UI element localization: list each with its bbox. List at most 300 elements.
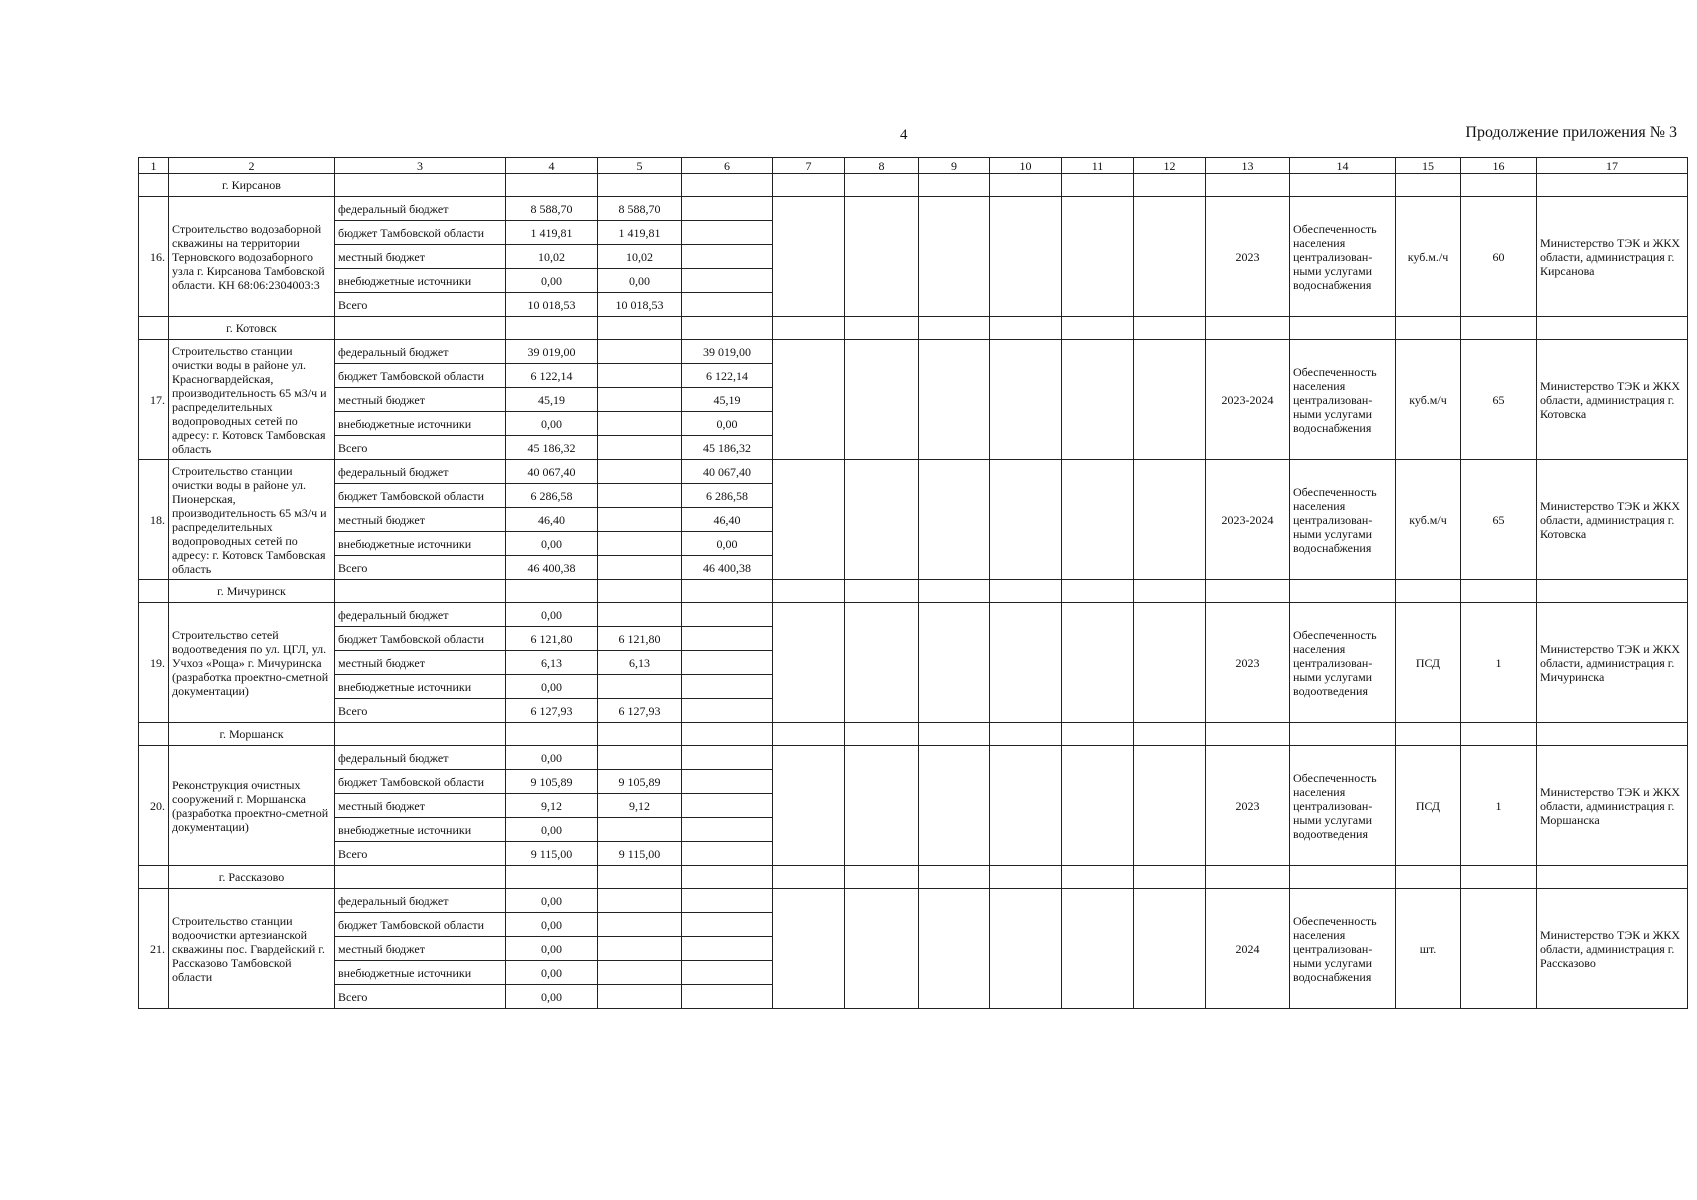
project-number: 18. (139, 460, 169, 580)
amount-total: 6 121,80 (506, 627, 598, 651)
project-number: 19. (139, 603, 169, 723)
empty-cell (1461, 866, 1537, 889)
col-number: 12 (1134, 158, 1206, 174)
result-indicator: Обеспеченность населения централизован-ными услугами водоснабжения (1290, 889, 1396, 1009)
funding-source: бюджет Тамбовской области (335, 627, 506, 651)
empty-cell (335, 723, 506, 746)
empty-cell (773, 603, 845, 723)
funding-source: Всего (335, 556, 506, 580)
empty-cell (773, 197, 845, 317)
unit-of-measure: шт. (1396, 889, 1461, 1009)
funding-source: местный бюджет (335, 937, 506, 961)
amount-2024 (682, 770, 773, 794)
amount-2024 (682, 675, 773, 699)
amount-2024 (682, 985, 773, 1009)
empty-cell (1062, 340, 1134, 460)
empty-cell (990, 580, 1062, 603)
amount-total: 0,00 (506, 412, 598, 436)
project-number: 17. (139, 340, 169, 460)
indicator-value: 65 (1461, 340, 1537, 460)
empty-cell (1134, 460, 1206, 580)
empty-cell (990, 723, 1062, 746)
funding-source: бюджет Тамбовской области (335, 364, 506, 388)
empty-cell (1290, 317, 1396, 340)
empty-cell (1134, 317, 1206, 340)
funding-source: Всего (335, 436, 506, 460)
empty-cell (919, 723, 990, 746)
amount-total: 0,00 (506, 675, 598, 699)
col-number: 11 (1062, 158, 1134, 174)
city-section-row (139, 866, 1688, 889)
amount-2023 (598, 412, 682, 436)
amount-total: 6,13 (506, 651, 598, 675)
amount-2023: 10 018,53 (598, 293, 682, 317)
empty-cell (919, 889, 990, 1009)
empty-cell (990, 317, 1062, 340)
amount-total: 40 067,40 (506, 460, 598, 484)
amount-total: 6 286,58 (506, 484, 598, 508)
funding-source: бюджет Тамбовской области (335, 770, 506, 794)
col-number: 1 (139, 158, 169, 174)
empty-cell (773, 746, 845, 866)
empty-cell (1396, 174, 1461, 197)
responsible-executor: Министерство ТЭК и ЖКХ области, администрация г. Моршанска (1537, 746, 1688, 866)
amount-2024 (682, 937, 773, 961)
project-name: Строительство станции очистки воды в районе ул. Пионерская, производительность 65 м3/ч и распределительных водопроводных сетей по адресу: г. Котовск Тамбовская область (169, 460, 335, 580)
city-heading: г. Моршанск (169, 723, 335, 746)
implementation-year: 2023 (1206, 603, 1290, 723)
amount-2024 (682, 221, 773, 245)
implementation-year: 2023 (1206, 197, 1290, 317)
amount-2023 (598, 484, 682, 508)
empty-cell (1537, 866, 1688, 889)
funding-source: Всего (335, 699, 506, 723)
amount-2024 (682, 889, 773, 913)
funding-source: местный бюджет (335, 388, 506, 412)
empty-cell (990, 340, 1062, 460)
empty-cell (1537, 174, 1688, 197)
col-number: 17 (1537, 158, 1688, 174)
column-number-row (139, 158, 1688, 174)
amount-total: 9 105,89 (506, 770, 598, 794)
amount-2023: 1 419,81 (598, 221, 682, 245)
empty-cell (335, 580, 506, 603)
empty-cell (773, 340, 845, 460)
responsible-executor: Министерство ТЭК и ЖКХ области, администрация г. Котовска (1537, 340, 1688, 460)
empty-cell (773, 866, 845, 889)
empty-cell (845, 580, 919, 603)
amount-total: 0,00 (506, 532, 598, 556)
funding-source: федеральный бюджет (335, 746, 506, 770)
empty-cell (773, 889, 845, 1009)
amount-2024 (682, 603, 773, 627)
amount-2023 (598, 556, 682, 580)
funding-source: внебюджетные источники (335, 532, 506, 556)
empty-cell (139, 723, 169, 746)
amount-2024 (682, 651, 773, 675)
empty-cell (598, 580, 682, 603)
empty-cell (845, 603, 919, 723)
empty-cell (919, 197, 990, 317)
col-number: 15 (1396, 158, 1461, 174)
result-indicator: Обеспеченность населения централизован-ными услугами водоснабжения (1290, 197, 1396, 317)
city-section-row (139, 723, 1688, 746)
amount-total: 9 115,00 (506, 842, 598, 866)
empty-cell (1396, 866, 1461, 889)
funding-source: внебюджетные источники (335, 269, 506, 293)
empty-cell (1206, 580, 1290, 603)
amount-2024 (682, 913, 773, 937)
amount-2024: 0,00 (682, 532, 773, 556)
empty-cell (506, 317, 598, 340)
empty-cell (1206, 317, 1290, 340)
empty-cell (335, 174, 506, 197)
empty-cell (919, 746, 990, 866)
amount-2023 (598, 746, 682, 770)
empty-cell (1134, 603, 1206, 723)
col-number: 3 (335, 158, 506, 174)
amount-2024: 45,19 (682, 388, 773, 412)
amount-2024: 6 286,58 (682, 484, 773, 508)
empty-cell (335, 317, 506, 340)
amount-2024 (682, 818, 773, 842)
empty-cell (845, 317, 919, 340)
project-name: Строительство станции очистки воды в районе ул. Красногвардейская, производительность 65 м3/ч и распределительных водопроводных сетей по адресу: г. Котовск Тамбовская область (169, 340, 335, 460)
implementation-year: 2023 (1206, 746, 1290, 866)
empty-cell (773, 580, 845, 603)
empty-cell (1134, 723, 1206, 746)
empty-cell (1206, 174, 1290, 197)
indicator-value: 1 (1461, 746, 1537, 866)
empty-cell (1062, 460, 1134, 580)
amount-2023 (598, 436, 682, 460)
col-number: 2 (169, 158, 335, 174)
result-indicator: Обеспеченность населения централизован-ными услугами водоснабжения (1290, 460, 1396, 580)
amount-2024: 46,40 (682, 508, 773, 532)
empty-cell (598, 317, 682, 340)
funding-row (139, 197, 1688, 221)
project-name: Строительство водозаборной скважины на территории Терновского водозаборного узла г. Кирсанова Тамбовской области. КН 68:06:2304003:3 (169, 197, 335, 317)
amount-total: 0,00 (506, 889, 598, 913)
empty-cell (1134, 197, 1206, 317)
funding-source: внебюджетные источники (335, 818, 506, 842)
empty-cell (506, 174, 598, 197)
amount-2023 (598, 961, 682, 985)
empty-cell (1461, 174, 1537, 197)
empty-cell (1537, 317, 1688, 340)
empty-cell (682, 723, 773, 746)
amount-total: 0,00 (506, 913, 598, 937)
continuation-title: Продолжение приложения № 3 (1465, 124, 1677, 141)
implementation-year: 2023-2024 (1206, 340, 1290, 460)
empty-cell (1062, 317, 1134, 340)
amount-total: 6 122,14 (506, 364, 598, 388)
empty-cell (990, 866, 1062, 889)
funding-source: бюджет Тамбовской области (335, 484, 506, 508)
empty-cell (682, 174, 773, 197)
empty-cell (845, 889, 919, 1009)
result-indicator: Обеспеченность населения централизован-ными услугами водоотведения (1290, 746, 1396, 866)
empty-cell (1461, 723, 1537, 746)
funding-row (139, 603, 1688, 627)
result-indicator: Обеспеченность населения централизован-ными услугами водоотведения (1290, 603, 1396, 723)
empty-cell (845, 746, 919, 866)
amount-2023 (598, 675, 682, 699)
empty-cell (1062, 197, 1134, 317)
funding-source: федеральный бюджет (335, 889, 506, 913)
amount-2023 (598, 603, 682, 627)
unit-of-measure: куб.м./ч (1396, 197, 1461, 317)
amount-2023 (598, 340, 682, 364)
empty-cell (682, 866, 773, 889)
col-number: 4 (506, 158, 598, 174)
empty-cell (1396, 317, 1461, 340)
empty-cell (1290, 723, 1396, 746)
empty-cell (1134, 340, 1206, 460)
amount-2023: 9 115,00 (598, 842, 682, 866)
empty-cell (990, 746, 1062, 866)
funding-row (139, 340, 1688, 364)
amount-total: 39 019,00 (506, 340, 598, 364)
city-section-row (139, 317, 1688, 340)
empty-cell (1537, 723, 1688, 746)
amount-2024 (682, 699, 773, 723)
amount-2024: 39 019,00 (682, 340, 773, 364)
empty-cell (1396, 723, 1461, 746)
empty-cell (598, 723, 682, 746)
indicator-value (1461, 889, 1537, 1009)
amount-2024: 40 067,40 (682, 460, 773, 484)
page-number: 4 (900, 127, 908, 143)
amount-total: 46,40 (506, 508, 598, 532)
empty-cell (845, 460, 919, 580)
funding-source: федеральный бюджет (335, 460, 506, 484)
col-number: 10 (990, 158, 1062, 174)
empty-cell (919, 340, 990, 460)
funding-source: федеральный бюджет (335, 340, 506, 364)
col-number: 6 (682, 158, 773, 174)
empty-cell (1134, 174, 1206, 197)
col-number: 14 (1290, 158, 1396, 174)
amount-2024: 6 122,14 (682, 364, 773, 388)
amount-total: 0,00 (506, 746, 598, 770)
amount-2023: 8 588,70 (598, 197, 682, 221)
amount-2023 (598, 818, 682, 842)
empty-cell (506, 866, 598, 889)
city-heading: г. Котовск (169, 317, 335, 340)
empty-cell (598, 866, 682, 889)
amount-total: 9,12 (506, 794, 598, 818)
amount-total: 0,00 (506, 603, 598, 627)
empty-cell (990, 603, 1062, 723)
empty-cell (773, 460, 845, 580)
amount-2023 (598, 913, 682, 937)
col-number: 9 (919, 158, 990, 174)
amount-2024 (682, 842, 773, 866)
city-heading: г. Рассказово (169, 866, 335, 889)
empty-cell (845, 866, 919, 889)
amount-2023 (598, 508, 682, 532)
amount-2024: 45 186,32 (682, 436, 773, 460)
funding-source: внебюджетные источники (335, 675, 506, 699)
indicator-value: 65 (1461, 460, 1537, 580)
funding-source: федеральный бюджет (335, 603, 506, 627)
program-table (138, 157, 1688, 1009)
empty-cell (506, 580, 598, 603)
amount-total: 0,00 (506, 937, 598, 961)
empty-cell (1134, 580, 1206, 603)
amount-2023 (598, 532, 682, 556)
amount-2023: 6 127,93 (598, 699, 682, 723)
amount-2023 (598, 388, 682, 412)
empty-cell (1537, 580, 1688, 603)
empty-cell (773, 723, 845, 746)
empty-cell (990, 460, 1062, 580)
empty-cell (139, 174, 169, 197)
amount-2024 (682, 961, 773, 985)
amount-2023: 10,02 (598, 245, 682, 269)
amount-2023: 0,00 (598, 269, 682, 293)
empty-cell (1062, 174, 1134, 197)
empty-cell (845, 197, 919, 317)
city-heading: г. Мичуринск (169, 580, 335, 603)
amount-total: 45,19 (506, 388, 598, 412)
funding-source: внебюджетные источники (335, 961, 506, 985)
funding-source: бюджет Тамбовской области (335, 221, 506, 245)
amount-total: 0,00 (506, 985, 598, 1009)
amount-total: 10,02 (506, 245, 598, 269)
amount-2023 (598, 460, 682, 484)
responsible-executor: Министерство ТЭК и ЖКХ области, администрация г. Рассказово (1537, 889, 1688, 1009)
funding-source: местный бюджет (335, 508, 506, 532)
responsible-executor: Министерство ТЭК и ЖКХ области, администрация г. Кирсанова (1537, 197, 1688, 317)
project-number: 16. (139, 197, 169, 317)
project-name: Строительство станции водоочистки артезианской скважины пос. Гвардейский г. Рассказово Тамбовской области (169, 889, 335, 1009)
amount-total: 45 186,32 (506, 436, 598, 460)
implementation-year: 2024 (1206, 889, 1290, 1009)
project-name: Реконструкция очистных сооружений г. Моршанска (разработка проектно-сметной документации) (169, 746, 335, 866)
empty-cell (990, 174, 1062, 197)
project-number: 21. (139, 889, 169, 1009)
empty-cell (1062, 866, 1134, 889)
empty-cell (682, 580, 773, 603)
empty-cell (1461, 317, 1537, 340)
result-indicator: Обеспеченность населения централизован-ными услугами водоснабжения (1290, 340, 1396, 460)
amount-2023: 9,12 (598, 794, 682, 818)
project-number: 20. (139, 746, 169, 866)
amount-2023: 6 121,80 (598, 627, 682, 651)
unit-of-measure: куб.м/ч (1396, 340, 1461, 460)
funding-source: Всего (335, 293, 506, 317)
amount-total: 46 400,38 (506, 556, 598, 580)
amount-2024 (682, 746, 773, 770)
empty-cell (845, 723, 919, 746)
empty-cell (845, 174, 919, 197)
empty-cell (1206, 866, 1290, 889)
amount-2023 (598, 889, 682, 913)
amount-2024 (682, 245, 773, 269)
empty-cell (990, 197, 1062, 317)
funding-source: бюджет Тамбовской области (335, 913, 506, 937)
city-section-row (139, 580, 1688, 603)
responsible-executor: Министерство ТЭК и ЖКХ области, администрация г. Мичуринска (1537, 603, 1688, 723)
amount-total: 10 018,53 (506, 293, 598, 317)
empty-cell (773, 317, 845, 340)
col-number: 8 (845, 158, 919, 174)
empty-cell (506, 723, 598, 746)
empty-cell (1134, 746, 1206, 866)
empty-cell (139, 866, 169, 889)
project-name: Строительство сетей водоотведения по ул. ЦГЛ, ул. Учхоз «Роща» г. Мичуринска (разработка проектно-сметной документации) (169, 603, 335, 723)
empty-cell (1290, 580, 1396, 603)
empty-cell (598, 174, 682, 197)
empty-cell (1290, 174, 1396, 197)
funding-row (139, 460, 1688, 484)
funding-source: местный бюджет (335, 794, 506, 818)
unit-of-measure: ПСД (1396, 603, 1461, 723)
amount-2024: 0,00 (682, 412, 773, 436)
empty-cell (1290, 866, 1396, 889)
empty-cell (919, 603, 990, 723)
implementation-year: 2023-2024 (1206, 460, 1290, 580)
empty-cell (139, 580, 169, 603)
empty-cell (1134, 866, 1206, 889)
empty-cell (1134, 889, 1206, 1009)
amount-2023: 9 105,89 (598, 770, 682, 794)
empty-cell (1461, 580, 1537, 603)
funding-row (139, 746, 1688, 770)
col-number: 7 (773, 158, 845, 174)
empty-cell (1062, 580, 1134, 603)
empty-cell (139, 317, 169, 340)
empty-cell (1062, 746, 1134, 866)
amount-2024 (682, 197, 773, 221)
city-section-row (139, 174, 1688, 197)
amount-2023 (598, 985, 682, 1009)
empty-cell (919, 866, 990, 889)
amount-2024 (682, 794, 773, 818)
amount-total: 1 419,81 (506, 221, 598, 245)
amount-total: 0,00 (506, 269, 598, 293)
amount-2024: 46 400,38 (682, 556, 773, 580)
funding-source: Всего (335, 842, 506, 866)
empty-cell (1206, 723, 1290, 746)
empty-cell (1062, 723, 1134, 746)
funding-source: местный бюджет (335, 245, 506, 269)
funding-source: Всего (335, 985, 506, 1009)
empty-cell (845, 340, 919, 460)
amount-total: 6 127,93 (506, 699, 598, 723)
amount-total: 0,00 (506, 961, 598, 985)
amount-2023 (598, 937, 682, 961)
funding-source: местный бюджет (335, 651, 506, 675)
amount-2024 (682, 293, 773, 317)
col-number: 13 (1206, 158, 1290, 174)
unit-of-measure: куб.м/ч (1396, 460, 1461, 580)
empty-cell (919, 580, 990, 603)
col-number: 5 (598, 158, 682, 174)
empty-cell (919, 174, 990, 197)
unit-of-measure: ПСД (1396, 746, 1461, 866)
empty-cell (682, 317, 773, 340)
empty-cell (773, 174, 845, 197)
col-number: 16 (1461, 158, 1537, 174)
amount-2023 (598, 364, 682, 388)
amount-2023: 6,13 (598, 651, 682, 675)
amount-total: 8 588,70 (506, 197, 598, 221)
empty-cell (990, 889, 1062, 1009)
empty-cell (1062, 603, 1134, 723)
